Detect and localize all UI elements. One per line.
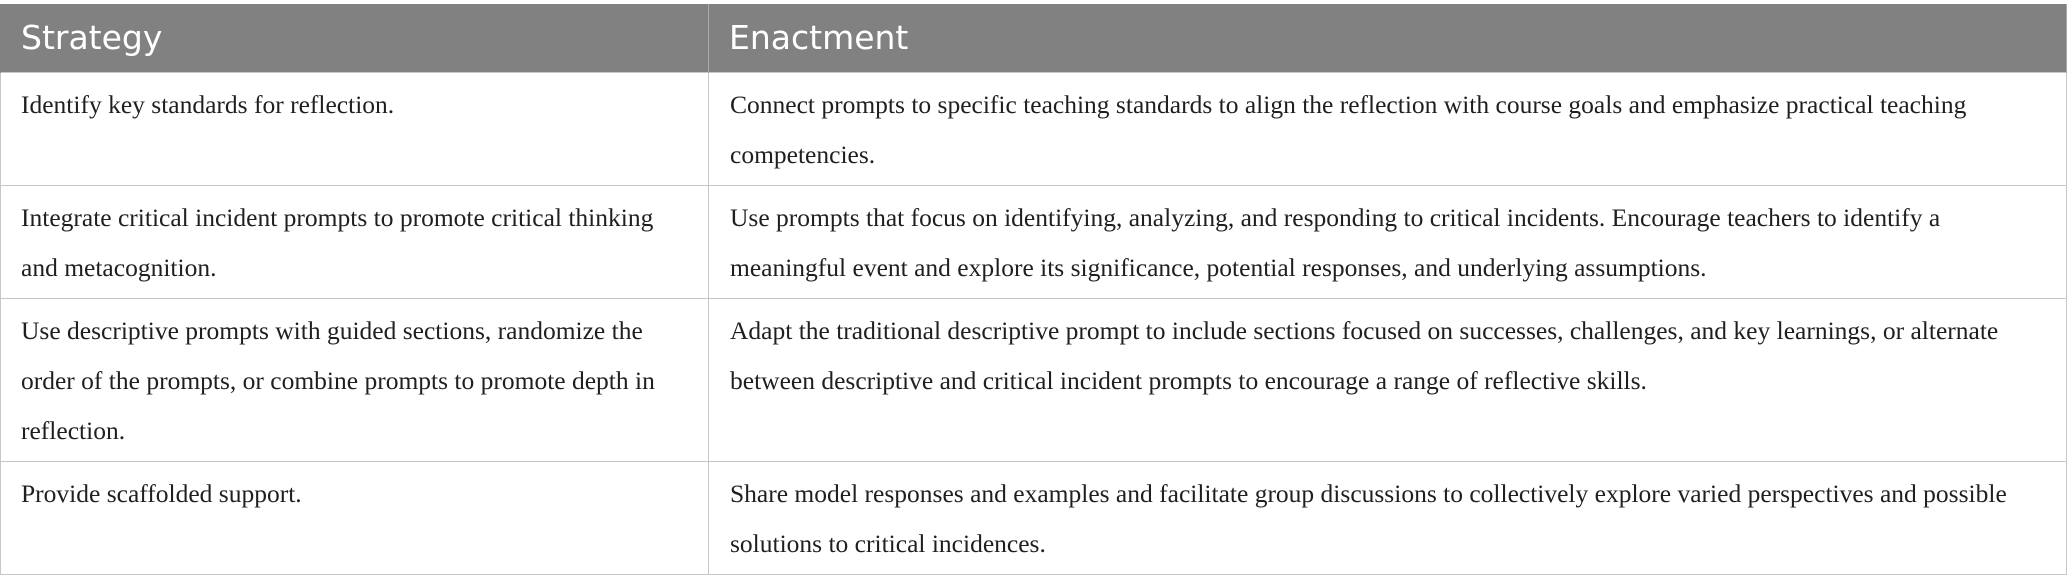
- table-row: [1, 73, 2067, 186]
- strategy-enactment-table: [0, 4, 2067, 575]
- enactment-cell: Connect prompts to specific teaching standards to align the reflection with course goals and emphasize practical teaching competencies.: [709, 73, 2067, 186]
- strategy-cell: Use descriptive prompts with guided sections, randomize the order of the prompts, or combine prompts to promote depth in reflection.: [1, 299, 709, 462]
- enactment-cell: Use prompts that focus on identifying, analyzing, and responding to critical incidents. Encourage teachers to identify a meaningful event and explore its significance, potential responses, and underlying assumptions.: [709, 186, 2067, 299]
- table-row: [1, 299, 2067, 462]
- strategy-cell: Identify key standards for reflection.: [1, 73, 709, 186]
- header-row: [1, 4, 2067, 73]
- strategy-table-container: [0, 4, 2067, 575]
- strategy-cell: Integrate critical incident prompts to promote critical thinking and metacognition.: [1, 186, 709, 299]
- header-strategy: Strategy: [1, 4, 709, 73]
- enactment-cell: Adapt the traditional descriptive prompt to include sections focused on successes, challenges, and key learnings, or alternate between descriptive and critical incident prompts to encourage a range of reflective skills.: [709, 299, 2067, 462]
- enactment-cell: Share model responses and examples and facilitate group discussions to collectively explore varied perspectives and possible solutions to critical incidences.: [709, 462, 2067, 575]
- strategy-cell: Provide scaffolded support.: [1, 462, 709, 575]
- table-row: [1, 462, 2067, 575]
- header-enactment: Enactment: [709, 4, 2067, 73]
- table-row: [1, 186, 2067, 299]
- table-body: [1, 73, 2067, 575]
- table-header: [1, 4, 2067, 73]
